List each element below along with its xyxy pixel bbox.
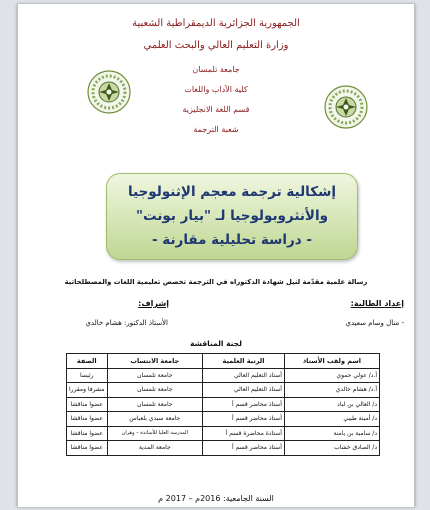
member-rank: أستاذ محاضر قسم أ — [203, 412, 285, 427]
member-rank: أستاذ محاضر قسم أ — [203, 397, 285, 412]
table-row — [67, 383, 380, 398]
column-header: جامعة الانتساب — [107, 354, 203, 369]
member-role: عضوا مناقشا — [67, 426, 108, 441]
academic-year: السنة الجامعية: 2016م – 2017 م — [158, 494, 274, 503]
member-name: أ.د/ عولي حموي — [284, 368, 379, 383]
committee-table — [66, 353, 380, 456]
thesis-description: رسالة علمية مقدّمة لنيل شهادة الدكتوراه في الترجمة تخصص تعليمية اللغات والمصطلحاتية — [64, 278, 368, 286]
member-role: عضوا مناقشا — [67, 412, 108, 427]
student-label: إعداد الطالبة: — [350, 299, 404, 308]
member-name: د/ أمينة طيبي — [284, 412, 379, 427]
thesis-title-line-1: إشكالية ترجمة معجم الإثنولوجيا — [128, 184, 336, 200]
republic-line: الجمهورية الجزائرية الديمقراطية الشعبية — [132, 18, 300, 29]
member-rank: أستاذ محاضر قسم أ — [203, 441, 285, 456]
member-rank: أستاذ التعليم العالي — [203, 383, 285, 398]
member-university: جامعة تلمسان — [107, 397, 203, 412]
member-university: جامعة تلمسان — [107, 368, 203, 383]
ministry-line: وزارة التعليم العالي والبحث العلمي — [143, 40, 289, 51]
faculty-line: كلية الآداب واللغات — [184, 85, 248, 94]
member-name: أ.د/ هشام خالدي — [284, 383, 379, 398]
member-university: جامعة المدية — [107, 441, 203, 456]
column-header: الصفة — [67, 354, 108, 369]
thesis-title-line-3: - دراسة تحليلية مقارنة - — [152, 232, 312, 248]
member-name: د/ العالي بن لباد — [284, 397, 379, 412]
table-row — [67, 426, 380, 441]
member-rank: أستاذة محاضرة قسم أ — [203, 426, 285, 441]
table-row — [67, 412, 380, 427]
member-university: جامعة سيدي بلعباس — [107, 412, 203, 427]
supervisor-label: إشراف: — [138, 299, 169, 308]
department-line: قسم اللغة الانجليزية — [182, 105, 250, 114]
table-row — [67, 368, 380, 383]
member-role: رئيسا — [67, 368, 108, 383]
student-name: - منال وسام سعيدي — [345, 319, 404, 327]
university-logo-icon — [86, 69, 132, 115]
document-page — [17, 4, 415, 507]
member-name: د/ سامية بن يامنة — [284, 426, 379, 441]
member-role: عضوا مناقشا — [67, 441, 108, 456]
member-rank: أستاذ التعليم العالي — [203, 368, 285, 383]
thesis-title-box — [106, 173, 358, 260]
member-role: مشرفا ومقررا — [67, 383, 108, 398]
column-header: اسم ولقب الأستاذ — [284, 354, 379, 369]
thesis-title-line-2: والأنثروبولوجيا لـ "بيار بونت" — [136, 208, 328, 224]
table-header-row — [67, 354, 380, 369]
column-header: الرتبة العلمية — [203, 354, 285, 369]
member-name: د/ الصادق خشاب — [284, 441, 379, 456]
supervisor-name: الأستاذ الدكتور: هشام خالدي — [85, 319, 168, 327]
table-row — [67, 397, 380, 412]
member-role: عضوا مناقشا — [67, 397, 108, 412]
member-university: المدرسة العليا للأساتذة – وهران — [107, 426, 203, 441]
university-logo-icon — [323, 84, 369, 130]
university-line: جامعة تلمسان — [192, 65, 240, 74]
committee-title: لجنة المناقشة — [190, 339, 242, 348]
section-line: شعبة الترجمة — [193, 125, 239, 134]
member-university: جامعة تلمسان — [107, 383, 203, 398]
table-row — [67, 441, 380, 456]
